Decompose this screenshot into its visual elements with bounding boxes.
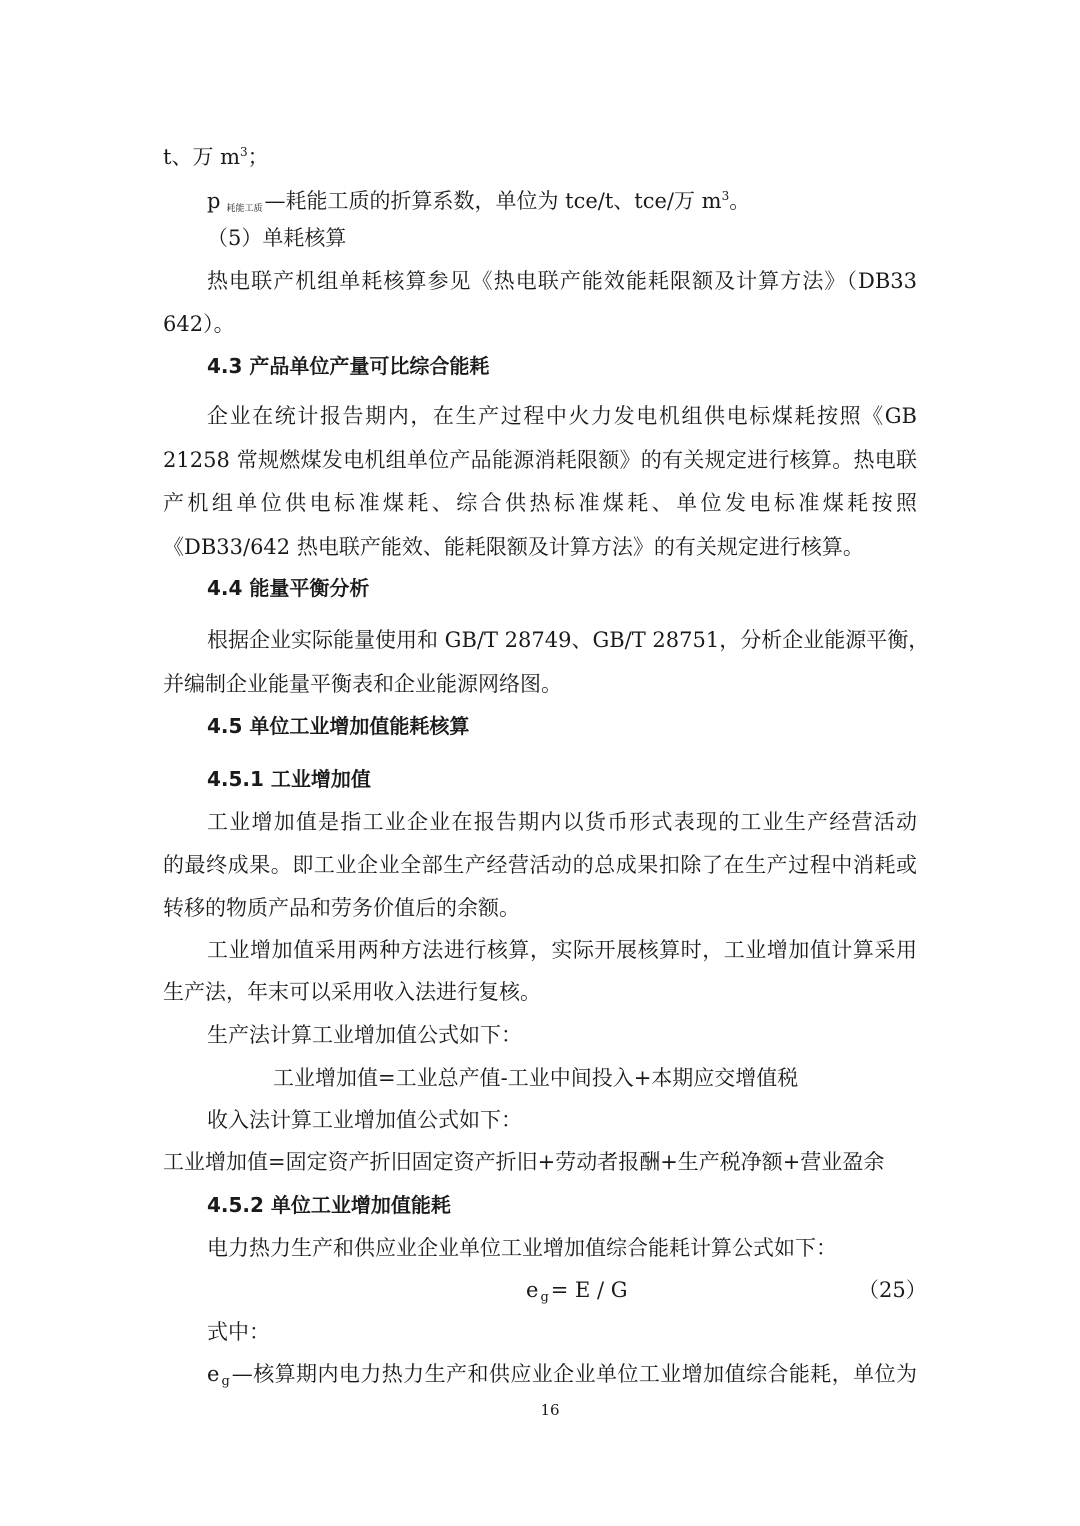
paragraph-line: 生产法计算工业增加值公式如下：	[207, 1023, 522, 1047]
equation-25	[526, 1276, 628, 1312]
paragraph-line: 21258 常规燃煤发电机组单位产品能源消耗限额》的有关规定进行核算。热电联	[163, 448, 917, 472]
formula-income: 工业增加值=固定资产折旧固定资产折旧+劳动者报酬+生产税净额+营业盈余	[163, 1150, 885, 1174]
variable: e	[207, 1362, 220, 1386]
text: 。	[729, 189, 751, 213]
paragraph-line: 转移的物质产品和劳务价值后的余额。	[163, 896, 520, 920]
subsection-heading: 4.5.1 工业增加值	[207, 767, 371, 791]
text: —核算期内电力热力生产和供应业企业单位工业增加值综合能耗，单位为	[231, 1362, 917, 1386]
paragraph-line: 的最终成果。即工业企业全部生产经营活动的总成果扣除了在生产过程中消耗或	[163, 853, 917, 877]
subsection-heading: 4.5.2 单位工业增加值能耗	[207, 1193, 451, 1217]
paragraph-line: 产机组单位供电标准煤耗、综合供热标准煤耗、单位发电标准煤耗按照	[163, 491, 917, 515]
section-heading: 4.3 产品单位产量可比综合能耗	[207, 354, 490, 378]
paragraph-line: 生产法，年末可以采用收入法进行复核。	[163, 980, 541, 1004]
paragraph-line: 收入法计算工业增加值公式如下：	[207, 1108, 522, 1132]
page-number: 16	[540, 1401, 560, 1419]
text: ；	[247, 145, 269, 169]
variable-definition	[207, 1360, 917, 1396]
section-heading: 4.5 单位工业增加值能耗核算	[207, 714, 470, 738]
variable: p	[207, 189, 221, 213]
superscript: 3	[240, 145, 248, 159]
text: t、万 m	[163, 145, 241, 169]
paragraph-line: 《DB33/642 热电联产能效、能耗限额及计算方法》的有关规定进行核算。	[163, 535, 864, 559]
paragraph-line: 企业在统计报告期内，在生产过程中火力发电机组供电标煤耗按照《GB	[207, 404, 917, 428]
subscript: 耗能工质	[226, 204, 263, 214]
paragraph-line: 工业增加值是指工业企业在报告期内以货币形式表现的工业生产经营活动	[207, 810, 917, 834]
paragraph-line: 642）。	[163, 312, 235, 336]
section-heading: 4.4 能量平衡分析	[207, 576, 370, 600]
paragraph-line: 工业增加值采用两种方法进行核算，实际开展核算时，工业增加值计算采用	[207, 938, 917, 962]
subsection-label: （5）单耗核算	[207, 226, 347, 250]
subscript: g	[540, 1290, 549, 1305]
text: = E / G	[550, 1278, 628, 1302]
paragraph-line: 式中：	[207, 1320, 270, 1344]
text: —耗能工质的折算系数，单位为 tce/t、tce/万 m	[264, 189, 722, 213]
superscript: 3	[721, 189, 730, 203]
paragraph-line: 并编制企业能量平衡表和企业能源网络图。	[163, 672, 562, 696]
equation-number: （25）	[858, 1278, 927, 1302]
variable-definition	[207, 182, 750, 223]
paragraph-line: 热电联产机组单耗核算参见《热电联产能效能耗限额及计算方法》（DB33	[207, 269, 917, 293]
variable: e	[526, 1278, 539, 1302]
paragraph-line: 根据企业实际能量使用和 GB/T 28749、GB/T 28751，分析企业能源平衡，	[207, 628, 930, 652]
formula-production: 工业增加值=工业总产值-工业中间投入+本期应交增值税	[273, 1066, 799, 1090]
unit-line	[163, 138, 269, 171]
paragraph-line: 电力热力生产和供应业企业单位工业增加值综合能耗计算公式如下：	[207, 1236, 837, 1260]
subscript: g	[221, 1374, 230, 1389]
